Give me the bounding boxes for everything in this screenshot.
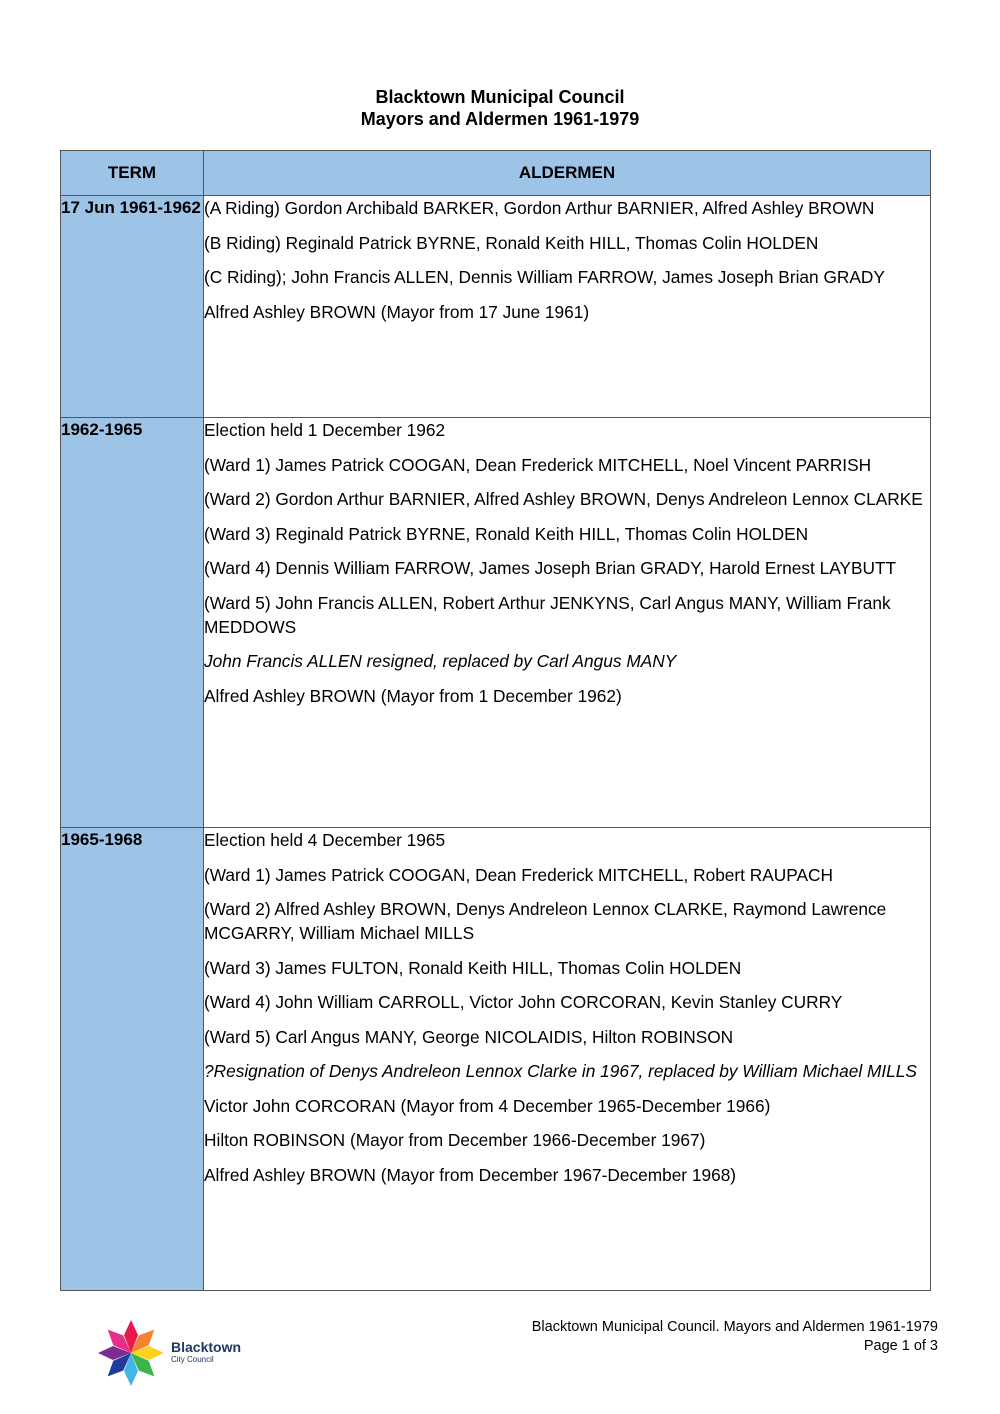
election-line: Election held 1 December 1962 xyxy=(204,420,446,440)
table-header-row xyxy=(61,151,931,196)
mayor-line: Victor John CORCORAN (Mayor from 4 December 1965-December 1966) xyxy=(204,1095,771,1116)
term-cell: 1962-1965 xyxy=(61,418,204,828)
aldermen-cell xyxy=(204,418,931,828)
entry-line: (Ward 4) Dennis William FARROW, James Joseph Brian GRADY, Harold Ernest LAYBUTT xyxy=(204,558,897,578)
mayor-line: Hilton ROBINSON (Mayor from December 1966-December 1967) xyxy=(204,1130,706,1150)
column-header-term: TERM xyxy=(61,151,204,196)
council-logo xyxy=(96,1318,246,1388)
entry-line: (Ward 4) John William CARROLL, Victor John CORCORAN, Kevin Stanley CURRY xyxy=(204,992,843,1012)
entry-line: (Ward 1) James Patrick COOGAN, Dean Frederick MITCHELL, Noel Vincent PARRISH xyxy=(204,454,872,475)
mayor-line: Alfred Ashley BROWN (Mayor from 17 June 1961) xyxy=(204,301,590,322)
column-header-aldermen: ALDERMEN xyxy=(204,151,931,196)
election-line: Election held 4 December 1965 xyxy=(204,830,446,850)
entry-line: (C Riding); John Francis ALLEN, Dennis William FARROW, James Joseph Brian GRADY xyxy=(204,267,885,287)
aldermen-cell xyxy=(204,196,931,418)
page-number: Page 1 of 3 xyxy=(863,1338,938,1354)
entry-line: (B Riding) Reginald Patrick BYRNE, Ronald Keith HILL, Thomas Colin HOLDEN xyxy=(204,232,819,253)
table-row xyxy=(61,828,931,1291)
title-line-1: Blacktown Municipal Council xyxy=(375,87,625,107)
entry-line: (Ward 3) James FULTON, Ronald Keith HILL, Thomas Colin HOLDEN xyxy=(204,957,742,978)
star-logo-icon xyxy=(96,1318,166,1388)
mayor-line: Alfred Ashley BROWN (Mayor from 1 December 1962) xyxy=(204,685,622,706)
term-cell: 17 Jun 1961-1962 xyxy=(61,196,204,418)
entry-line: (Ward 2) Alfred Ashley BROWN, Denys Andreleon Lennox CLARKE, Raymond Lawrence MCGARRY, William Michael MILLS xyxy=(204,899,887,943)
page-footer xyxy=(532,1318,938,1356)
entry-line: (Ward 2) Gordon Arthur BARNIER, Alfred Ashley BROWN, Denys Andreleon Lennox CLARKE xyxy=(204,489,923,509)
entry-line: (Ward 3) Reginald Patrick BYRNE, Ronald Keith HILL, Thomas Colin HOLDEN xyxy=(204,523,809,544)
note-line: ?Resignation of Denys Andreleon Lennox Clarke in 1967, replaced by William Michael MILLS xyxy=(204,1061,917,1081)
footer-document-name: Blacktown Municipal Council. Mayors and Aldermen 1961-1979 xyxy=(531,1319,938,1335)
document-title xyxy=(0,86,1000,130)
logo-subtitle: City Council xyxy=(171,1355,214,1364)
table-row xyxy=(61,418,931,828)
entry-line: (Ward 5) John Francis ALLEN, Robert Arthur JENKYNS, Carl Angus MANY, William Frank MEDDOWS xyxy=(204,592,891,637)
logo-name: Blacktown xyxy=(171,1339,242,1355)
entry-line: (A Riding) Gordon Archibald BARKER, Gordon Arthur BARNIER, Alfred Ashley BROWN xyxy=(204,198,875,218)
aldermen-cell xyxy=(204,828,931,1291)
aldermen-table xyxy=(60,150,931,1291)
term-cell: 1965-1968 xyxy=(61,828,204,1291)
entry-line: (Ward 1) James Patrick COOGAN, Dean Frederick MITCHELL, Robert RAUPACH xyxy=(204,864,833,885)
note-line: John Francis ALLEN resigned, replaced by Carl Angus MANY xyxy=(204,651,677,671)
title-line-2: Mayors and Aldermen 1961-1979 xyxy=(360,109,640,129)
table-row xyxy=(61,196,931,418)
mayor-line: Alfred Ashley BROWN (Mayor from December 1967-December 1968) xyxy=(204,1164,737,1185)
entry-line: (Ward 5) Carl Angus MANY, George NICOLAIDIS, Hilton ROBINSON xyxy=(204,1026,734,1047)
